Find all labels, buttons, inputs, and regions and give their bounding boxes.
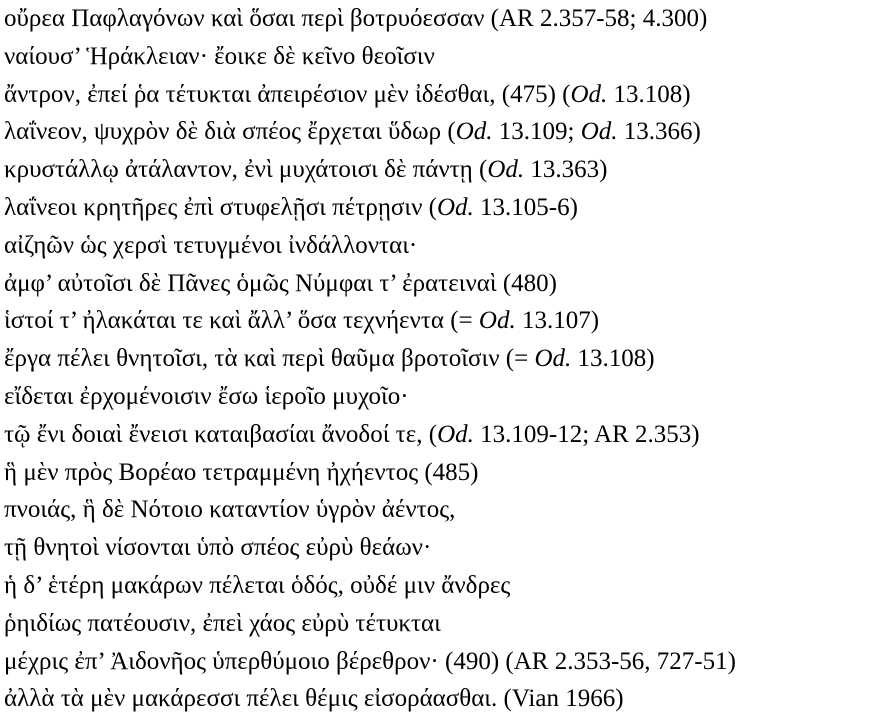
line-text: 13.108): [571, 345, 655, 373]
poem-text-block: [4, 0, 866, 718]
poem-line: [4, 151, 866, 189]
line-text: ἄντρον, ἐπεί ῥα τέτυκται ἀπειρέσιον μὲν ἰδέσθαι, (475) (: [4, 80, 571, 108]
citation-work-abbrev: Od.: [478, 307, 516, 335]
line-text: πνοιάς, ἣ δὲ Νότοιο καταντίον ὑγρὸν ἀέντος,: [4, 496, 456, 524]
line-text: τῇ θνητοὶ νίσονται ὑπὸ σπέος εὐρὺ θεάων·: [4, 534, 432, 562]
poem-line: [4, 340, 866, 378]
line-text: ἔργα πέλει θνητοῖσι, τὰ καὶ περὶ θαῦμα βροτοῖσιν (=: [4, 345, 535, 373]
line-text: μέχρις ἐπ’ Ἀιδονῆος ὑπερθύμοιο βέρεθρον· (490) (AR 2.353-56, 727-51): [4, 647, 736, 675]
citation-work-abbrev: Od.: [455, 118, 493, 146]
line-text: 13.363): [524, 156, 608, 184]
line-text: εἴδεται ἐρχομένοισιν ἔσω ἱεροῖο μυχοῖο·: [4, 382, 409, 410]
line-text: ναίουσ’ Ἡράκλειαν· ἔοικε δὲ κεῖνο θεοῖσιν: [4, 42, 435, 70]
line-text: ἀλλὰ τὰ μὲν μακάρεσσι πέλει θέμις εἰσοράασθαι. (Vian 1966): [4, 685, 624, 713]
line-text: τῷ ἔνι δοιαὶ ἔνεισι καταιβασίαι ἄνοδοί τε, (: [4, 420, 438, 448]
poem-line: [4, 0, 866, 38]
citation-work-abbrev: Od.: [534, 345, 572, 373]
line-text: κρυστάλλῳ ἀτάλαντον, ἐνὶ μυχάτοισι δὲ πάντῃ (: [4, 156, 488, 184]
citation-work-abbrev: Od.: [580, 118, 618, 146]
line-text: ἣ μὲν πρὸς Βορέαο τετραμμένη ἠχήεντος (485): [4, 458, 479, 486]
poem-line: [4, 76, 866, 114]
line-text: ἡ δ’ ἑτέρη μακάρων πέλεται ὁδός, οὐδέ μιν ἄνδρες: [4, 571, 511, 599]
line-text: ἱστοί τ’ ἠλακάται τε καὶ ἄλλ’ ὅσα τεχνήεντα (=: [4, 307, 479, 335]
citation-work-abbrev: Od.: [437, 420, 474, 448]
poem-line: [4, 643, 866, 681]
citation-work-abbrev: Od.: [436, 193, 474, 221]
line-text: ῥηιδίως πατέουσιν, ἐπεὶ χάος εὐρὺ τέτυκται: [4, 609, 441, 637]
line-text: 13.105-6): [473, 193, 578, 221]
poem-line: [4, 189, 866, 227]
line-text: 13.109;: [492, 118, 581, 146]
poem-line: [4, 227, 866, 265]
citation-work-abbrev: Od.: [570, 80, 608, 108]
line-text: οὔρεα Παφλαγόνων καὶ ὅσαι περὶ βοτρυόεσσαν (AR 2.357-58; 4.300): [4, 5, 708, 32]
poem-line: [4, 454, 866, 492]
poem-line: [4, 529, 866, 567]
line-text: 13.366): [617, 118, 701, 146]
poem-line: [4, 416, 866, 454]
poem-line: [4, 680, 866, 718]
poem-line: [4, 605, 866, 643]
poem-line: [4, 113, 866, 151]
poem-line: [4, 38, 866, 76]
line-text: 13.108): [607, 80, 691, 108]
poem-line: [4, 378, 866, 416]
poem-line: [4, 491, 866, 529]
line-text: αἰζηῶν ὡς χερσὶ τετυγμένοι ἰνδάλλονται·: [4, 231, 418, 259]
line-text: 13.107): [515, 307, 600, 335]
poem-line: [4, 302, 866, 340]
line-text: λαΐνεον, ψυχρὸν δὲ διὰ σπέος ἔρχεται ὕδωρ (: [4, 118, 456, 146]
line-text: λαΐνεοι κρητῆρες ἐπὶ στυφελῇσι πέτρῃσιν (: [4, 193, 437, 221]
line-text: ἀμφ’ αὐτοῖσι δὲ Πᾶνες ὁμῶς Νύμφαι τ’ ἐρατειναὶ (480): [4, 269, 557, 297]
poem-line: [4, 567, 866, 605]
poem-line: [4, 265, 866, 303]
line-text: 13.109-12; AR 2.353): [473, 420, 700, 448]
citation-work-abbrev: Od.: [487, 156, 525, 184]
